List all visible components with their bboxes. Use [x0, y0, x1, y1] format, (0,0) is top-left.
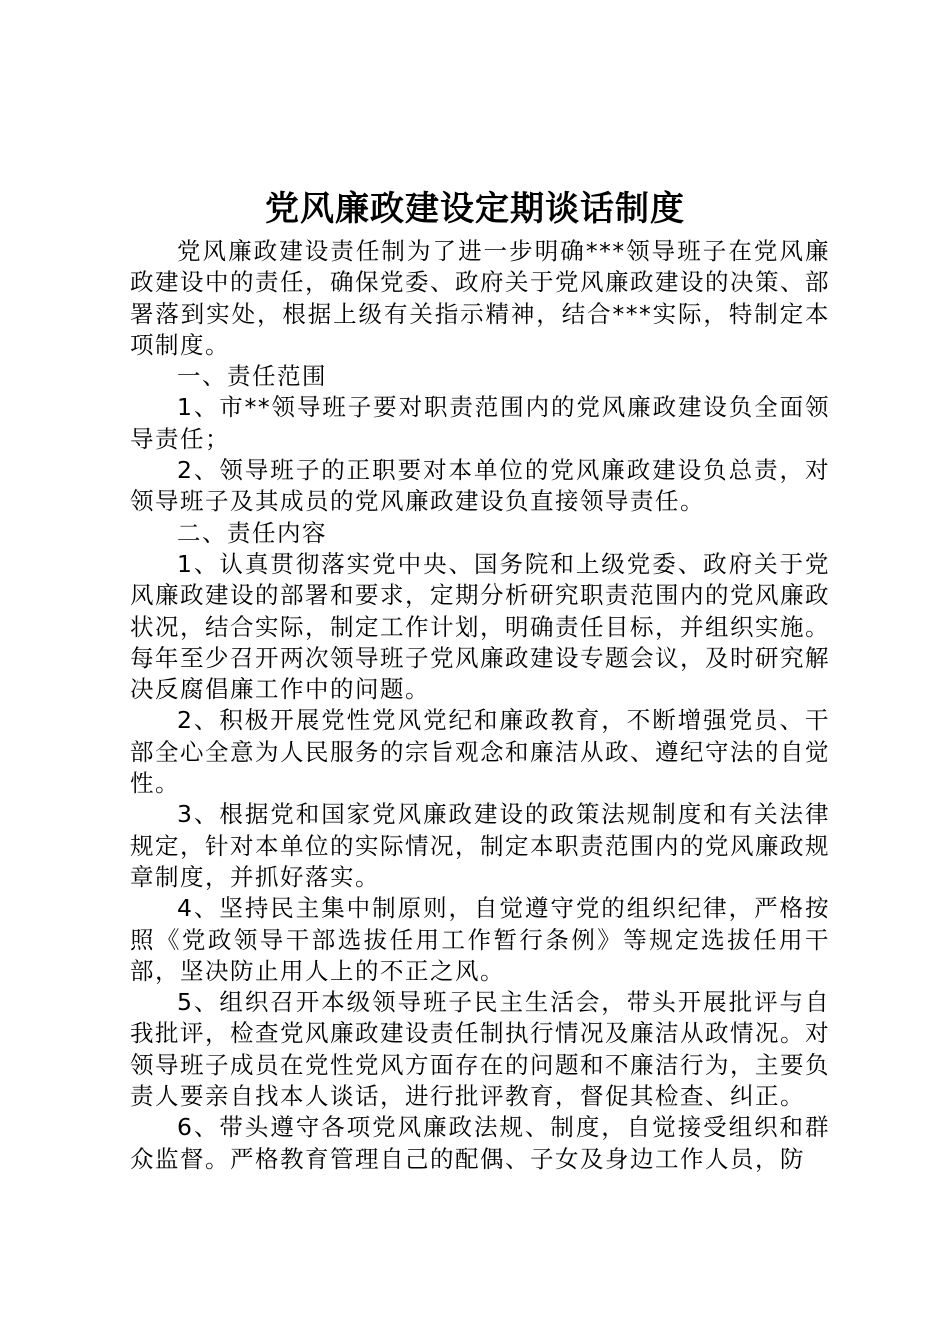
- paragraph-content-3: 3、根据党和国家党风廉政建设的政策法规制度和有关法律规定，针对本单位的实际情况，制定本职责范围内的党风廉政规章制度，并抓好落实。: [130, 800, 830, 891]
- document-title: 党风廉政建设定期谈话制度: [265, 189, 685, 229]
- paragraph-content-1: 1、认真贯彻落实党中央、国务院和上级党委、政府关于党风廉政建设的部署和要求，定期分析研究职责范围内的党风廉政状况，结合实际，制定工作计划，明确责任目标，并组织实施。每年至少召开两次领导班子党风廉政建设专题会议，及时研究解决反腐倡廉工作中的问题。: [130, 549, 830, 704]
- paragraph-scope-2: 2、领导班子的正职要对本单位的党风廉政建设负总责，对领导班子及其成员的党风廉政建设负直接领导责任。: [130, 456, 830, 516]
- paragraph-content-5: 5、组织召开本级领导班子民主生活会，带头开展批评与自我批评，检查党风廉政建设责任制执行情况及廉洁从政情况。对领导班子成员在党性党风方面存在的问题和不廉洁行为，主要负责人要亲自找本人谈话，进行批评教育，督促其检查、纠正。: [130, 988, 830, 1111]
- document-body: [130, 236, 830, 1175]
- paragraph-scope-1: 1、市**领导班子要对职责范围内的党风廉政建设负全面领导责任；: [130, 393, 830, 453]
- section-heading-scope: 一、责任范围: [177, 362, 327, 391]
- paragraph-intro: 党风廉政建设责任制为了进一步明确***领导班子在党风廉政建设中的责任，确保党委、政府关于党风廉政建设的决策、部署落到实处，根据上级有关指示精神，结合***实际，特制定本项制度。: [130, 237, 830, 359]
- section-heading-content: 二、责任内容: [177, 518, 327, 547]
- paragraph-content-4: 4、坚持民主集中制原则，自觉遵守党的组织纪律，严格按照《党政领导干部选拔任用工作暂行条例》等规定选拔任用干部，坚决防止用人上的不正之风。: [130, 894, 830, 985]
- paragraph-content-6: 6、带头遵守各项党风廉政法规、制度，自觉接受组织和群众监督。严格教育管理自己的配偶、子女及身边工作人员，防: [130, 1113, 830, 1173]
- paragraph-content-2: 2、积极开展党性党风党纪和廉政教育，不断增强党员、干部全心全意为人民服务的宗旨观念和廉洁从政、遵纪守法的自觉性。: [130, 706, 830, 798]
